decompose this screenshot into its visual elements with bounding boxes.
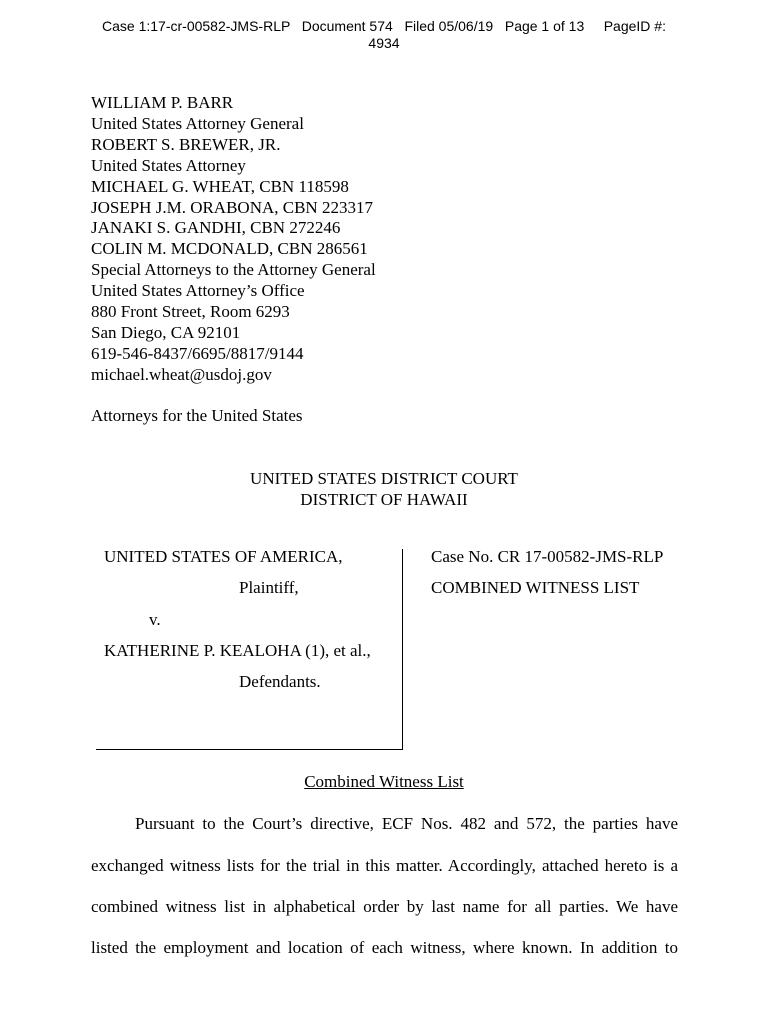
section-heading: Combined Witness List	[304, 772, 464, 791]
attorney-line: 619-546-8437/6695/8817/9144	[91, 343, 304, 363]
body-line: exchanged witness lists for the trial in this matter. Accordingly, attached hereto is a	[91, 856, 678, 875]
attorneys-for: Attorneys for the United States	[91, 406, 303, 425]
attorney-line: MICHAEL G. WHEAT, CBN 118598	[91, 176, 349, 196]
attorney-line: WILLIAM P. BARR	[91, 93, 234, 112]
defendant-party: KATHERINE P. KEALOHA (1), et al.,	[104, 641, 371, 660]
attorney-line: United States Attorney’s Office	[91, 281, 305, 301]
court-name: UNITED STATES DISTRICT COURT	[250, 469, 518, 488]
attorney-line: JANAKI S. GANDHI, CBN 272246	[91, 218, 341, 238]
attorney-line: COLIN M. MCDONALD, CBN 286561	[91, 239, 368, 259]
document-title: COMBINED WITNESS LIST	[431, 578, 640, 597]
attorney-line: San Diego, CA 92101	[91, 322, 241, 342]
plaintiff-role: Plaintiff,	[239, 578, 299, 597]
attorney-line: Special Attorneys to the Attorney General	[91, 260, 376, 280]
attorney-line: United States Attorney General	[91, 113, 304, 133]
filing-header-pageid: 4934	[368, 35, 400, 51]
court-title	[0, 468, 768, 510]
body-line: Pursuant to the Court’s directive, ECF Nos. 482 and 572, the parties have	[135, 814, 678, 833]
attorney-line: 880 Front Street, Room 6293	[91, 302, 290, 322]
body-line: combined witness list in alphabetical order by last name for all parties. We have	[91, 897, 678, 916]
caption-horizontal-rule	[96, 749, 403, 750]
caption-vertical-rule	[402, 549, 403, 750]
attorney-line: JOSEPH J.M. ORABONA, CBN 223317	[91, 197, 373, 217]
filing-header-line: Case 1:17-cr-00582-JMS-RLP Document 574 Filed 05/06/19 Page 1 of 13 PageID #:	[102, 18, 666, 34]
attorney-block	[91, 93, 376, 386]
defendant-role: Defendants.	[239, 672, 321, 691]
filing-header	[0, 18, 768, 52]
case-number: Case No. CR 17-00582-JMS-RLP	[431, 547, 664, 566]
plaintiff-party: UNITED STATES OF AMERICA,	[104, 547, 343, 566]
versus: v.	[149, 610, 161, 629]
body-line: listed the employment and location of each witness, where known. In addition to	[91, 938, 678, 957]
attorney-line: ROBERT S. BREWER, JR.	[91, 134, 281, 154]
court-district: DISTRICT OF HAWAII	[300, 490, 468, 509]
attorney-email: michael.wheat@usdoj.gov	[91, 364, 272, 384]
attorney-line: United States Attorney	[91, 155, 246, 175]
